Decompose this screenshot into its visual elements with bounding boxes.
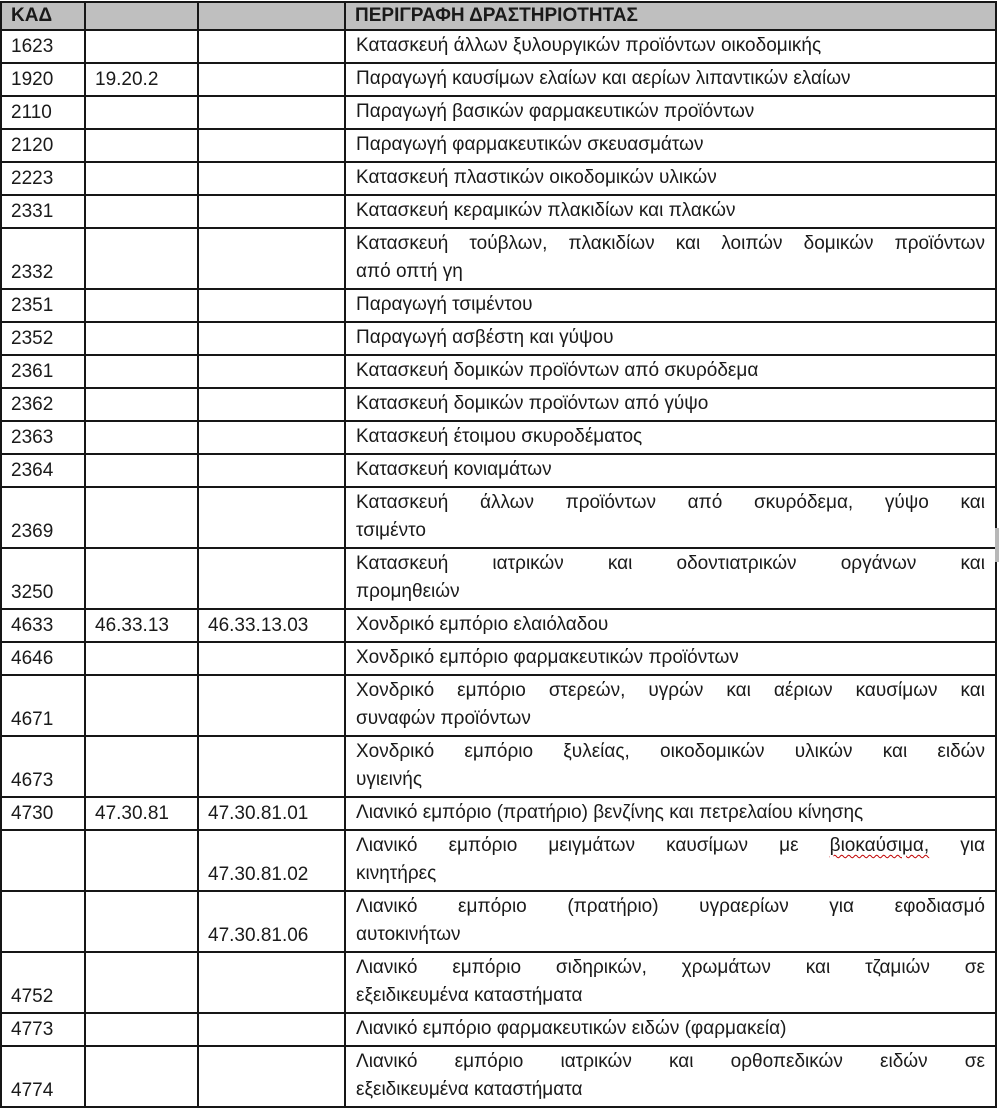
kad-code-cell[interactable]: 4752 xyxy=(1,952,85,1013)
description-line: Παραγωγή καυσίμων ελαίων και αερίων λιπαντικών ελαίων xyxy=(356,68,851,89)
kad-code-cell[interactable] xyxy=(1,891,85,952)
description-line: Κατασκευή έτοιμου σκυροδέματος xyxy=(356,426,643,447)
class-code-cell[interactable] xyxy=(198,388,345,421)
header-activity-description: ΠΕΡΙΓΡΑΦΗ ΔΡΑΣΤΗΡΙΟΤΗΤΑΣ xyxy=(345,2,996,30)
description-line: Παραγωγή φαρμακευτικών σκευασμάτων xyxy=(356,134,704,155)
table-row xyxy=(1,228,996,289)
activity-description-cell[interactable] xyxy=(345,162,996,195)
description-line: υγιεινής xyxy=(356,769,423,790)
sub-code-cell[interactable] xyxy=(85,30,198,63)
description-line: Λιανικό εμπόριο (πρατήριο) υγραερίων για εφοδιασμό xyxy=(356,896,985,917)
description-line: εξειδικευμένα καταστήματα xyxy=(356,1079,583,1100)
kad-code-cell[interactable]: 4671 xyxy=(1,675,85,736)
description-line: τσιμέντο xyxy=(356,520,426,541)
sub-code-cell[interactable] xyxy=(85,548,198,609)
description-line: Κατασκευή πλαστικών οικοδομικών υλικών xyxy=(356,167,717,188)
table-row xyxy=(1,195,996,228)
description-line: Λιανικό εμπόριο σιδηρικών, χρωμάτων και τζαμιών σε xyxy=(356,957,985,978)
table-row xyxy=(1,1013,996,1046)
kad-code-cell[interactable]: 4633 xyxy=(1,609,85,642)
kad-code-cell[interactable]: 3250 xyxy=(1,548,85,609)
sub-code-cell[interactable]: 19.20.2 xyxy=(85,63,198,96)
table-header-row xyxy=(1,2,996,30)
kad-table xyxy=(0,1,997,1108)
table-row xyxy=(1,487,996,548)
sub-code-cell[interactable] xyxy=(85,421,198,454)
class-code-cell[interactable] xyxy=(198,642,345,675)
description-line: από οπτή γη xyxy=(356,261,463,282)
activity-description-cell[interactable] xyxy=(345,454,996,487)
table-row xyxy=(1,891,996,952)
class-code-cell[interactable] xyxy=(198,129,345,162)
description-line: κινητήρες xyxy=(356,863,437,884)
class-code-cell[interactable] xyxy=(198,322,345,355)
sub-code-cell[interactable] xyxy=(85,162,198,195)
document-page xyxy=(0,1,999,1101)
sub-code-cell[interactable] xyxy=(85,129,198,162)
kad-code-cell[interactable]: 2364 xyxy=(1,454,85,487)
sub-code-cell[interactable] xyxy=(85,675,198,736)
activity-description-cell[interactable] xyxy=(345,228,996,289)
table-row xyxy=(1,289,996,322)
table-row xyxy=(1,642,996,675)
activity-description-cell[interactable] xyxy=(345,830,996,891)
class-code-cell[interactable] xyxy=(198,487,345,548)
class-code-cell[interactable] xyxy=(198,675,345,736)
class-code-cell[interactable] xyxy=(198,736,345,797)
kad-code-cell[interactable]: 4646 xyxy=(1,642,85,675)
screen-edge-artifact xyxy=(995,528,999,562)
kad-code-cell[interactable]: 4773 xyxy=(1,1013,85,1046)
class-code-cell[interactable]: 47.30.81.06 xyxy=(198,891,345,952)
table-row xyxy=(1,421,996,454)
description-line: Παραγωγή τσιμέντου xyxy=(356,294,533,315)
header-class-code xyxy=(198,2,345,30)
sub-code-cell[interactable] xyxy=(85,454,198,487)
description-line: Κατασκευή άλλων προϊόντων από σκυρόδεμα, γύψο και xyxy=(356,492,985,513)
description-line: Χονδρικό εμπόριο ξυλείας, οικοδομικών υλικών και ειδών xyxy=(356,741,985,762)
kad-code-cell[interactable]: 1623 xyxy=(1,30,85,63)
class-code-cell[interactable] xyxy=(198,421,345,454)
sub-code-cell[interactable] xyxy=(85,388,198,421)
activity-description-cell[interactable] xyxy=(345,675,996,736)
table-row xyxy=(1,162,996,195)
sub-code-cell[interactable] xyxy=(85,736,198,797)
description-line: Κατασκευή τούβλων, πλακιδίων και λοιπών δομικών προϊόντων xyxy=(356,233,985,254)
class-code-cell[interactable]: 47.30.81.02 xyxy=(198,830,345,891)
sub-code-cell[interactable]: 46.33.13 xyxy=(85,609,198,642)
class-code-cell[interactable] xyxy=(198,63,345,96)
activity-description-cell[interactable] xyxy=(345,548,996,609)
description-line: Κατασκευή δομικών προϊόντων από σκυρόδεμα xyxy=(356,360,759,381)
activity-description-cell[interactable] xyxy=(345,388,996,421)
table-row xyxy=(1,96,996,129)
class-code-cell[interactable] xyxy=(198,355,345,388)
sub-code-cell[interactable] xyxy=(85,891,198,952)
description-line: Χονδρικό εμπόριο ελαιόλαδου xyxy=(356,614,609,635)
class-code-cell[interactable]: 47.30.81.01 xyxy=(198,797,345,830)
description-line: Παραγωγή βασικών φαρμακευτικών προϊόντων xyxy=(356,101,755,122)
table-row xyxy=(1,30,996,63)
description-line: Λιανικό εμπόριο ιατρικών και ορθοπεδικών ειδών σε xyxy=(356,1051,985,1072)
table-row xyxy=(1,952,996,1013)
activity-description-cell[interactable] xyxy=(345,30,996,63)
kad-code-cell[interactable]: 2363 xyxy=(1,421,85,454)
description-line: προμηθειών xyxy=(356,581,460,602)
kad-code-cell[interactable]: 2120 xyxy=(1,129,85,162)
description-line: Παραγωγή ασβέστη και γύψου xyxy=(356,327,614,348)
table-row xyxy=(1,129,996,162)
sub-code-cell[interactable] xyxy=(85,355,198,388)
description-line: Κατασκευή κεραμικών πλακιδίων και πλακών xyxy=(356,200,736,221)
kad-code-cell[interactable]: 2352 xyxy=(1,322,85,355)
description-line: Κατασκευή άλλων ξυλουργικών προϊόντων οικοδομικής xyxy=(356,35,822,56)
table-row xyxy=(1,675,996,736)
activity-description-cell[interactable] xyxy=(345,421,996,454)
kad-code-cell[interactable]: 4774 xyxy=(1,1046,85,1107)
table-row xyxy=(1,736,996,797)
sub-code-cell[interactable] xyxy=(85,487,198,548)
kad-code-cell[interactable]: 2332 xyxy=(1,228,85,289)
activity-description-cell[interactable] xyxy=(345,96,996,129)
description-line: Χονδρικό εμπόριο φαρμακευτικών προϊόντων xyxy=(356,647,739,668)
kad-code-cell[interactable]: 2361 xyxy=(1,355,85,388)
sub-code-cell[interactable] xyxy=(85,1013,198,1046)
description-line: εξειδικευμένα καταστήματα xyxy=(356,985,583,1006)
table-row xyxy=(1,609,996,642)
description-line: Κατασκευή κονιαμάτων xyxy=(356,459,552,480)
activity-description-cell[interactable] xyxy=(345,195,996,228)
activity-description-cell[interactable] xyxy=(345,797,996,830)
class-code-cell[interactable] xyxy=(198,228,345,289)
header-sub-code xyxy=(85,2,198,30)
kad-code-cell[interactable]: 2362 xyxy=(1,388,85,421)
sub-code-cell[interactable] xyxy=(85,830,198,891)
table-row xyxy=(1,797,996,830)
class-code-cell[interactable]: 46.33.13.03 xyxy=(198,609,345,642)
class-code-cell[interactable] xyxy=(198,289,345,322)
class-code-cell[interactable] xyxy=(198,30,345,63)
sub-code-cell[interactable] xyxy=(85,952,198,1013)
class-code-cell[interactable] xyxy=(198,96,345,129)
description-line: Λιανικό εμπόριο φαρμακευτικών ειδών (φαρμακεία) xyxy=(356,1018,787,1039)
class-code-cell[interactable] xyxy=(198,548,345,609)
sub-code-cell[interactable] xyxy=(85,289,198,322)
table-row xyxy=(1,388,996,421)
kad-code-cell[interactable]: 2331 xyxy=(1,195,85,228)
description-line: Κατασκευή ιατρικών και οδοντιατρικών οργάνων και xyxy=(356,553,985,574)
description-line: Λιανικό εμπόριο (πρατήριο) βενζίνης και πετρελαίου κίνησης xyxy=(356,802,864,823)
activity-description-cell[interactable] xyxy=(345,289,996,322)
kad-code-cell[interactable]: 2351 xyxy=(1,289,85,322)
kad-code-cell[interactable]: 2369 xyxy=(1,487,85,548)
class-code-cell[interactable] xyxy=(198,162,345,195)
description-line: αυτοκινήτων xyxy=(356,924,461,945)
class-code-cell[interactable] xyxy=(198,952,345,1013)
sub-code-cell[interactable]: 47.30.81 xyxy=(85,797,198,830)
activity-description-cell[interactable] xyxy=(345,1013,996,1046)
sub-code-cell[interactable] xyxy=(85,228,198,289)
description-line: Κατασκευή δομικών προϊόντων από γύψο xyxy=(356,393,709,414)
misspelled-word[interactable]: βιοκαύσιμα, xyxy=(829,835,930,856)
activity-description-cell[interactable] xyxy=(345,642,996,675)
table-row xyxy=(1,355,996,388)
table-row xyxy=(1,454,996,487)
sub-code-cell[interactable] xyxy=(85,96,198,129)
class-code-cell[interactable] xyxy=(198,195,345,228)
description-line: Χονδρικό εμπόριο στερεών, υγρών και αέριων καυσίμων και xyxy=(356,680,985,701)
sub-code-cell[interactable] xyxy=(85,322,198,355)
activity-description-cell[interactable] xyxy=(345,609,996,642)
description-line: συναφών προϊόντων xyxy=(356,708,531,729)
sub-code-cell[interactable] xyxy=(85,642,198,675)
table-row xyxy=(1,63,996,96)
activity-description-cell[interactable] xyxy=(345,129,996,162)
kad-code-cell[interactable]: 4730 xyxy=(1,797,85,830)
activity-description-cell[interactable] xyxy=(345,952,996,1013)
description-line: Λιανικό εμπόριο μειγμάτων καυσίμων με βιοκαύσιμα, για xyxy=(356,835,986,856)
kad-code-cell[interactable] xyxy=(1,830,85,891)
activity-description-cell[interactable] xyxy=(345,487,996,548)
kad-code-cell[interactable]: 2110 xyxy=(1,96,85,129)
kad-code-cell[interactable]: 1920 xyxy=(1,63,85,96)
table-row xyxy=(1,548,996,609)
class-code-cell[interactable] xyxy=(198,1013,345,1046)
kad-code-cell[interactable]: 2223 xyxy=(1,162,85,195)
header-kad-code: ΚΑΔ xyxy=(1,2,85,30)
class-code-cell[interactable] xyxy=(198,454,345,487)
activity-description-cell[interactable] xyxy=(345,322,996,355)
kad-code-cell[interactable]: 4673 xyxy=(1,736,85,797)
activity-description-cell[interactable] xyxy=(345,63,996,96)
sub-code-cell[interactable] xyxy=(85,195,198,228)
table-row xyxy=(1,322,996,355)
table-body xyxy=(1,30,996,1107)
activity-description-cell[interactable] xyxy=(345,891,996,952)
activity-description-cell[interactable] xyxy=(345,736,996,797)
table-row xyxy=(1,830,996,891)
activity-description-cell[interactable] xyxy=(345,355,996,388)
